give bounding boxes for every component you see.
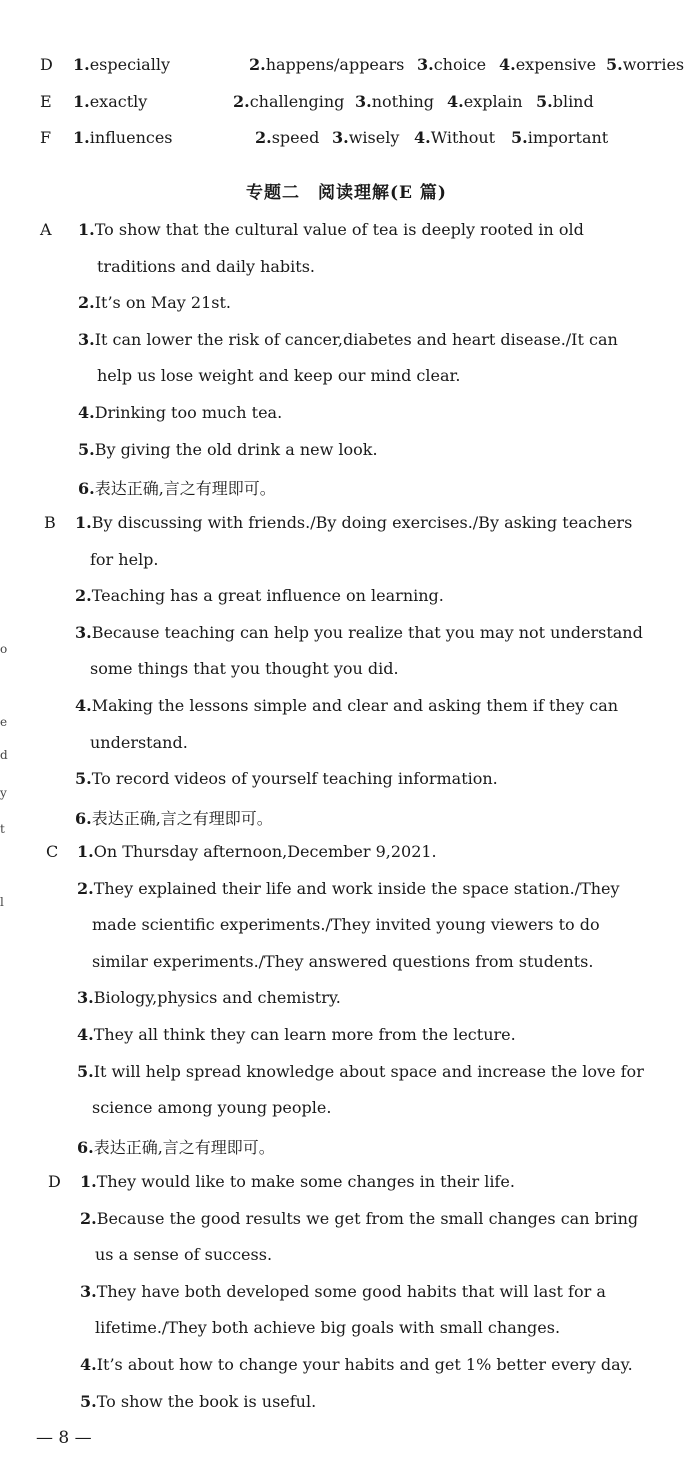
answer-line (80, 1392, 316, 1411)
answer-text: 表达正确,言之有理即可。 (94, 479, 276, 498)
answer-text: Because the good results we get from the small changes can bring (96, 1209, 639, 1228)
answer-line (77, 988, 341, 1007)
answer-text: It can lower the risk of cancer,diabetes and heart disease./It can (94, 330, 618, 349)
answer-text: 表达正确,言之有理即可。 (91, 809, 273, 828)
answer-text: By discussing with friends./By doing exercises./By asking teachers (91, 513, 633, 532)
answer-number: 5. (78, 440, 95, 459)
answer-text: It will help spread knowledge about space and increase the love for (93, 1062, 644, 1081)
answer-line (77, 842, 437, 861)
vocab-letter: F (40, 128, 52, 147)
answer-line (75, 696, 618, 715)
item-number: 5. (511, 128, 528, 147)
answer-line (78, 220, 584, 239)
answer-line (80, 1172, 515, 1191)
answer-text: help us lose weight and keep our mind clear. (97, 366, 461, 385)
answer-line (75, 806, 273, 829)
vocab-item (536, 92, 594, 111)
vocab-item (447, 92, 523, 111)
answer-text: Teaching has a great influence on learning. (91, 586, 444, 605)
answer-line (92, 952, 593, 971)
answer-number: 3. (77, 988, 94, 1007)
vocab-item (255, 128, 319, 147)
answer-text: made scientific experiments./They invited young viewers to do (92, 915, 600, 934)
answer-line (78, 403, 282, 422)
item-number: 5. (606, 55, 623, 74)
answer-number: 2. (80, 1209, 97, 1228)
answer-number: 6. (75, 809, 92, 828)
item-word: nothing (371, 92, 435, 111)
answer-number: 1. (77, 842, 94, 861)
answer-text: It’s on May 21st. (94, 293, 231, 312)
answer-number: 5. (77, 1062, 94, 1081)
answer-number: 3. (75, 623, 92, 642)
item-number: 3. (417, 55, 434, 74)
answer-number: 2. (77, 879, 94, 898)
answer-line (78, 293, 231, 312)
answer-line (77, 879, 620, 898)
answer-text: They all think they can learn more from the lecture. (93, 1025, 516, 1044)
vocab-item (332, 128, 399, 147)
item-number: 2. (249, 55, 266, 74)
vocab-letter: D (40, 55, 53, 74)
answer-line (92, 1098, 331, 1117)
item-number: 2. (233, 92, 250, 111)
margin-fragment: y (0, 786, 7, 800)
vocab-item (511, 128, 608, 147)
item-word: challenging (249, 92, 345, 111)
answer-text: They would like to make some changes in their life. (96, 1172, 515, 1191)
item-number: 4. (499, 55, 516, 74)
answer-text: 表达正确,言之有理即可。 (93, 1138, 275, 1157)
answer-number: 1. (80, 1172, 97, 1191)
item-number: 2. (255, 128, 272, 147)
answer-number: 6. (78, 479, 95, 498)
item-number: 5. (536, 92, 553, 111)
vocab-item (73, 92, 147, 111)
answer-text: To show that the cultural value of tea is deeply rooted in old (94, 220, 584, 239)
answer-number: 4. (78, 403, 95, 422)
margin-fragment: o (0, 642, 8, 656)
answer-text: science among young people. (92, 1098, 332, 1117)
answer-line (80, 1282, 606, 1301)
margin-fragment: e (0, 715, 8, 729)
item-word: choice (433, 55, 487, 74)
answer-line (75, 586, 444, 605)
answer-number: 3. (80, 1282, 97, 1301)
section-letter: A (40, 220, 52, 239)
answer-text: understand. (90, 733, 188, 752)
answer-line (80, 1209, 638, 1228)
item-word: expensive (515, 55, 597, 74)
answer-number: 5. (75, 769, 92, 788)
answer-line (75, 513, 632, 532)
vocab-item (249, 55, 404, 74)
vocab-item (606, 55, 684, 74)
section-title: 专题二 阅读理解(E 篇) (246, 183, 447, 203)
answer-number: 2. (78, 293, 95, 312)
answer-text: They have both developed some good habits that will last for a (96, 1282, 606, 1301)
answer-line (78, 440, 378, 459)
answer-line (78, 476, 276, 499)
section-letter: B (44, 513, 56, 532)
answer-number: 1. (78, 220, 95, 239)
answer-line (78, 330, 618, 349)
answer-line (75, 769, 498, 788)
item-word: exactly (89, 92, 148, 111)
item-number: 3. (332, 128, 349, 147)
item-word: happens/appears (265, 55, 405, 74)
answer-line (75, 623, 643, 642)
answer-text: Because teaching can help you realize that you may not understand (91, 623, 643, 642)
item-word: explain (463, 92, 523, 111)
answer-line (80, 1355, 633, 1374)
answer-text: They explained their life and work inside the space station./They (93, 879, 620, 898)
answer-line (90, 659, 399, 678)
answer-text: for help. (90, 550, 159, 569)
answer-text: It’s about how to change your habits and get 1% better every day. (96, 1355, 633, 1374)
answer-text: Biology,physics and chemistry. (93, 988, 341, 1007)
item-number: 1. (73, 92, 90, 111)
answer-number: 2. (75, 586, 92, 605)
answer-number: 5. (80, 1392, 97, 1411)
section-letter: C (46, 842, 59, 861)
answer-text: To show the book is useful. (96, 1392, 317, 1411)
section-letter: D (48, 1172, 61, 1191)
answer-line (95, 1318, 560, 1337)
margin-fragment: d (0, 748, 8, 762)
item-word: Without (430, 128, 496, 147)
item-word: blind (552, 92, 594, 111)
answer-number: 4. (75, 696, 92, 715)
item-word: wisely (348, 128, 400, 147)
answer-line (90, 550, 159, 569)
vocab-item (417, 55, 486, 74)
answer-text: By giving the old drink a new look. (94, 440, 378, 459)
answer-number: 3. (78, 330, 95, 349)
vocab-item (355, 92, 434, 111)
vocab-item (233, 92, 344, 111)
item-number: 1. (73, 128, 90, 147)
answer-line (97, 257, 315, 276)
item-word: especially (89, 55, 170, 74)
answer-text: Drinking too much tea. (94, 403, 283, 422)
vocab-item (73, 128, 173, 147)
margin-fragment: l (0, 895, 4, 909)
answer-line (92, 915, 600, 934)
answer-line (77, 1025, 516, 1044)
margin-fragment: t (0, 822, 5, 836)
answer-line (77, 1135, 275, 1158)
answer-number: 1. (75, 513, 92, 532)
answer-text: traditions and daily habits. (97, 257, 315, 276)
answer-text: lifetime./They both achieve big goals with small changes. (95, 1318, 561, 1337)
item-number: 3. (355, 92, 372, 111)
vocab-item (499, 55, 596, 74)
item-number: 4. (414, 128, 431, 147)
item-word: speed (271, 128, 320, 147)
answer-line (97, 366, 460, 385)
item-word: influences (89, 128, 173, 147)
answer-number: 4. (77, 1025, 94, 1044)
answer-number: 6. (77, 1138, 94, 1157)
vocab-letter: E (40, 92, 52, 111)
answer-text: some things that you thought you did. (90, 659, 399, 678)
item-word: important (527, 128, 609, 147)
page-number: — 8 — (36, 1428, 92, 1448)
vocab-item (414, 128, 495, 147)
item-number: 4. (447, 92, 464, 111)
item-word: worries (622, 55, 685, 74)
answer-number: 4. (80, 1355, 97, 1374)
item-number: 1. (73, 55, 90, 74)
answer-text: On Thursday afternoon,December 9,2021. (93, 842, 437, 861)
answer-text: To record videos of yourself teaching information. (91, 769, 498, 788)
answer-line (77, 1062, 644, 1081)
answer-line (95, 1245, 272, 1264)
vocab-item (73, 55, 170, 74)
answer-text: Making the lessons simple and clear and asking them if they can (91, 696, 619, 715)
answer-line (90, 733, 188, 752)
answer-text: us a sense of success. (95, 1245, 273, 1264)
answer-text: similar experiments./They answered questions from students. (92, 952, 594, 971)
